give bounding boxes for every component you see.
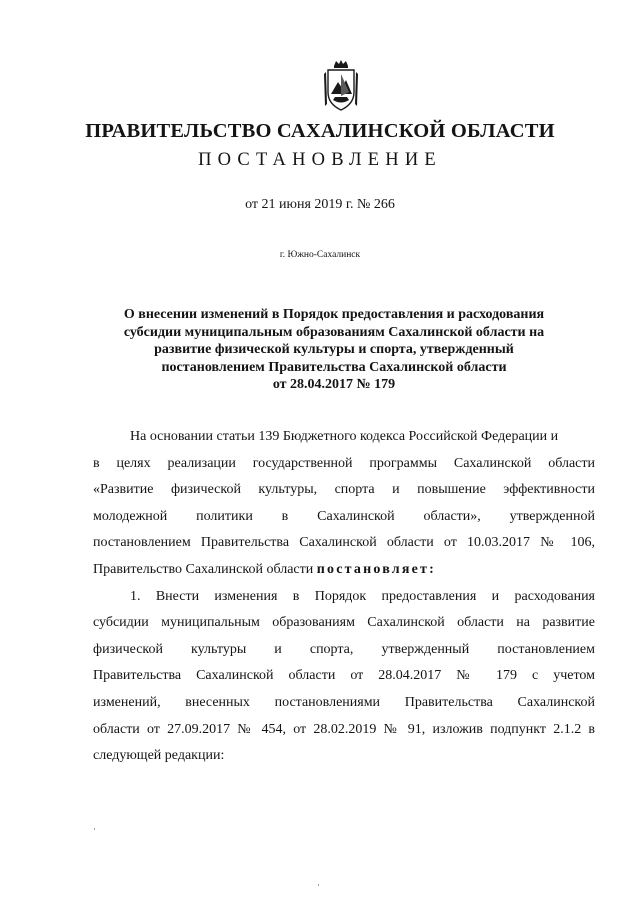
document-subject (100, 306, 568, 394)
body-line: в целях реализации государственной программы Сахалинской области (93, 455, 595, 471)
subject-line: субсидии муниципальным образованиям Сахалинской области на (123, 324, 545, 340)
organization-title: ПРАВИТЕЛЬСТВО САХАЛИНСКОЙ ОБЛАСТИ (85, 120, 555, 142)
scan-speck (318, 884, 319, 886)
subject-line: развитие физической культуры и спорта, утвержденный (154, 342, 514, 357)
body-line: 1. Внести изменения в Порядок предоставления и расходования (130, 588, 595, 604)
subject-line: постановлением Правительства Сахалинской области (161, 359, 507, 375)
body-line: следующей редакции: (93, 748, 225, 764)
subject-line: от 28.04.2017 № 179 (272, 377, 396, 392)
body-line-text: Правительство Сахалинской области (93, 561, 314, 577)
body-line: «Развитие физической культуры, спорта и повышение эффективности (93, 482, 595, 498)
body-line: На основании статьи 139 Бюджетного кодекса Российской Федерации и (130, 429, 559, 444)
body-line: изменений, внесенных постановлениями Правительства Сахалинской (93, 694, 595, 710)
body-line: физической культуры и спорта, утвержденный постановлением (93, 641, 595, 657)
body-line-decree (93, 557, 595, 584)
document-type: ПОСТАНОВЛЕНИЕ (198, 150, 442, 170)
decree-keyword: постановляет: (316, 561, 436, 577)
coat-of-arms-icon (322, 60, 360, 112)
document-city: г. Южно-Сахалинск (279, 250, 361, 260)
scan-speck (94, 828, 95, 830)
body-line: Правительства Сахалинской области от 28.04.2017 № 179 с учетом (93, 668, 595, 684)
body-line: постановлением Правительства Сахалинской области от 10.03.2017 № 106, (93, 535, 595, 551)
document-body (93, 424, 595, 770)
document-date-number: от 21 июня 2019 г. № 266 (245, 197, 395, 212)
subject-line: О внесении изменений в Порядок предоставления и расходования (123, 307, 545, 322)
body-line: молодежной политики в Сахалинской области», утвержденной (93, 508, 595, 524)
body-line: субсидии муниципальным образованиям Сахалинской области на развитие (93, 615, 595, 631)
body-line: области от 27.09.2017 № 454, от 28.02.2019 № 91, изложив подпункт 2.1.2 в (93, 721, 595, 737)
